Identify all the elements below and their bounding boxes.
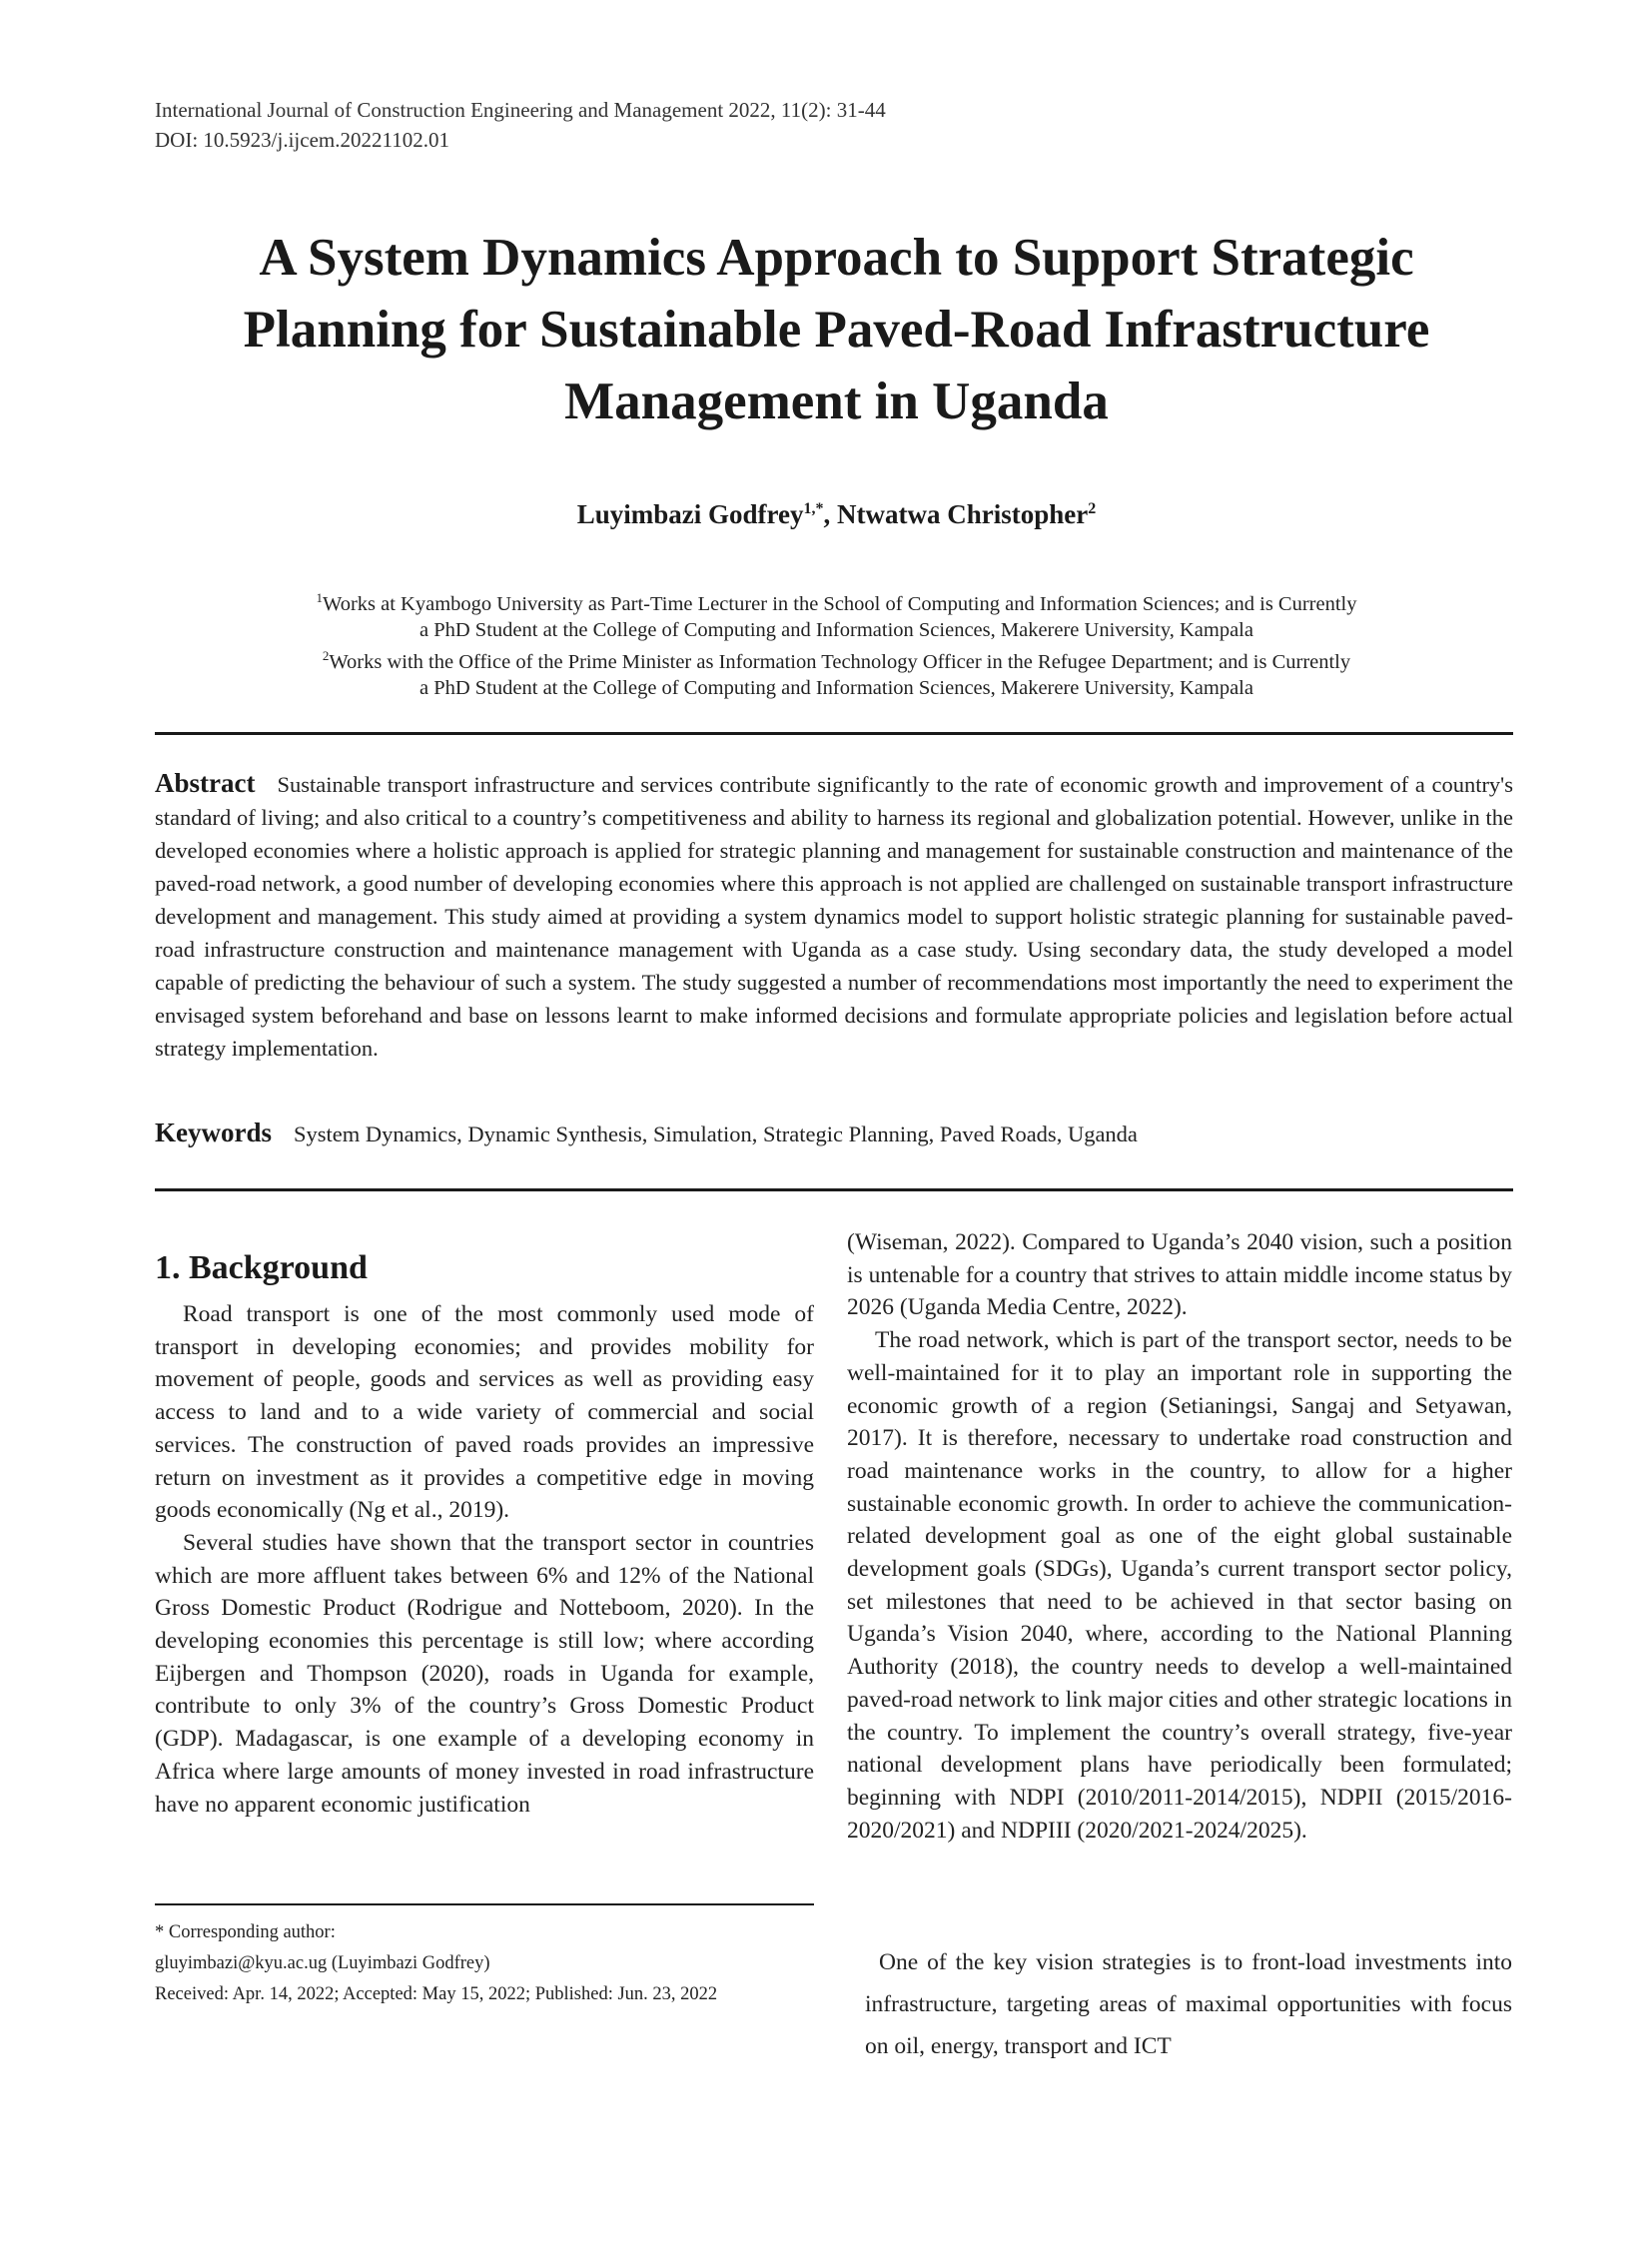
title-line-1: A System Dynamics Approach to Support Strategic <box>259 229 1414 287</box>
paragraph-3: (Wiseman, 2022). Compared to Uganda’s 2040 vision, such a position is untenable for a country that strives to attain middle income status by 2026 (Uganda Media Centre, 2022). <box>847 1229 1512 1321</box>
abstract-label: Abstract <box>155 768 256 798</box>
affiliation-1-line-1: $^1$Works at Kyambogo University as Part-Time Lecturer in the School of Computing and Information Sciences; and is Currently <box>316 590 1357 615</box>
journal-header <box>155 95 886 155</box>
affiliations <box>155 585 1518 701</box>
abstract <box>155 767 1513 1065</box>
paragraph-2: Several studies have shown that the transport sector in countries which are more affluent takes between 6% and 12% of the National Gross Domestic Product (Rodrigue and Notteboom, 2020). In the developing economies this percentage is still low; where according Eijbergen and Thompson (2020), roads in Uganda for example, contribute to only 3% of the country’s Gross Domestic Product (GDP). Madagascar, is one example of a developing economy in Africa where large amounts of money invested in road infrastructure have no apparent economic justification <box>155 1529 814 1818</box>
affiliation-2-mark: 2 <box>322 647 330 663</box>
paragraph-1: Road transport is one of the most commonly used mode of transport in developing economies; and provides mobility for movement of people, goods and services as well as providing easy access to land and to a wide variety of commercial and social services. The construction of paved roads provides an impressive return on investment as it provides a competitive edge in moving goods economically (Ng et al., 2019). <box>155 1301 814 1524</box>
author-1: Luyimbazi Godfrey <box>576 499 804 529</box>
title-line-2: Planning for Sustainable Paved-Road Infrastructure <box>243 301 1430 359</box>
journal-citation: International Journal of Construction Engineering and Management 2022, 11(2): 31-44 <box>155 98 886 122</box>
affiliation-1-mark: 1 <box>316 590 323 605</box>
title-line-3: Management in Uganda <box>564 373 1109 430</box>
author-separator: , <box>823 499 838 529</box>
affiliation-1-line-2: a PhD Student at the College of Computing and Information Sciences, Makerere University, Kampala <box>419 618 1253 641</box>
keywords-text: System Dynamics, Dynamic Synthesis, Simulation, Strategic Planning, Paved Roads, Uganda <box>294 1121 1138 1146</box>
author-2: Ntwatwa Christopher <box>837 499 1089 529</box>
footnote <box>155 1917 854 2010</box>
keywords-label: Keywords <box>155 1118 272 1147</box>
affiliation-2-line-2: a PhD Student at the College of Computing and Information Sciences, Makerere University, Kampala <box>419 676 1253 699</box>
right-column <box>847 1226 1512 1847</box>
section-heading: 1. Background <box>155 1249 368 1286</box>
footnote-divider <box>155 1903 814 1905</box>
left-column <box>155 1246 814 1821</box>
author-2-affiliation-mark: 2 <box>1088 500 1097 517</box>
paragraph-4: The road network, which is part of the transport sector, needs to be well-maintained for it to play an important role in supporting the economic growth of a region (Setianingsi, Sangaj and Setyawan, 2017). It is therefore, necessary to undertake road construction and road maintenance works in the country, to allow for a higher sustainable economic growth. In order to achieve the communication-related development goal as one of the eight global sustainable development goals (SDGs), Uganda’s current transport sector policy, set milestones that need to be achieved in that sector basing on Uganda’s Vision 2040, where, according to the National Planning Authority (2018), the country needs to develop a well-maintained paved-road network to link major cities and other strategic locations in the country. To implement the country’s overall strategy, five-year national development plans have periodically been formulated; beginning with NDPI (2010/2011-2014/2015), NDPII (2015/2016-2020/2021) and NDPIII (2020/2021-2024/2025). <box>847 1327 1512 1844</box>
paper-title <box>155 222 1518 437</box>
author-list <box>155 499 1518 530</box>
keywords <box>155 1117 1513 1150</box>
publication-dates: Received: Apr. 14, 2022; Accepted: May 15, 2022; Published: Jun. 23, 2022 <box>155 1984 718 2004</box>
corresponding-author-email: gluyimbazi@kyu.ac.ug (Luyimbazi Godfrey) <box>155 1953 490 1973</box>
corresponding-author-label: * Corresponding author: <box>155 1922 336 1942</box>
paragraph-5: One of the key vision strategies is to front-load investments into infrastructure, targeting areas of maximal opportunities with focus on oil, energy, transport and ICT <box>865 1949 1512 2059</box>
divider-bottom <box>155 1188 1513 1191</box>
abstract-text: Sustainable transport infrastructure and services contribute significantly to the rate of economic growth and improvement of a country's standard of living; and also critical to a country’s competitiveness and ability to harness its regional and globalization potential. However, unlike in the developed economies where a holistic approach is applied for strategic planning and management for sustainable construction and maintenance of the paved-road network, a good number of developing economies where this approach is not applied are challenged on sustainable transport infrastructure development and management. This study aimed at providing a system dynamics model to support holistic strategic planning for sustainable paved-road infrastructure construction and maintenance management with Uganda as a case study. Using secondary data, the study developed a model capable of predicting the behaviour of such a system. The study suggested a number of recommendations most importantly the need to experiment the envisaged system beforehand and base on lessons learnt to make informed decisions and formulate appropriate policies and legislation before actual strategy implementation. <box>155 772 1513 1061</box>
affiliation-2-line-1: $^2$Works with the Office of the Prime Minister as Information Technology Officer in the Refugee Department; and is Currently <box>322 647 1351 673</box>
divider-top <box>155 732 1513 735</box>
doi: DOI: 10.5923/j.ijcem.20221102.01 <box>155 128 449 152</box>
author-1-affiliation-mark: 1,* <box>803 500 824 517</box>
